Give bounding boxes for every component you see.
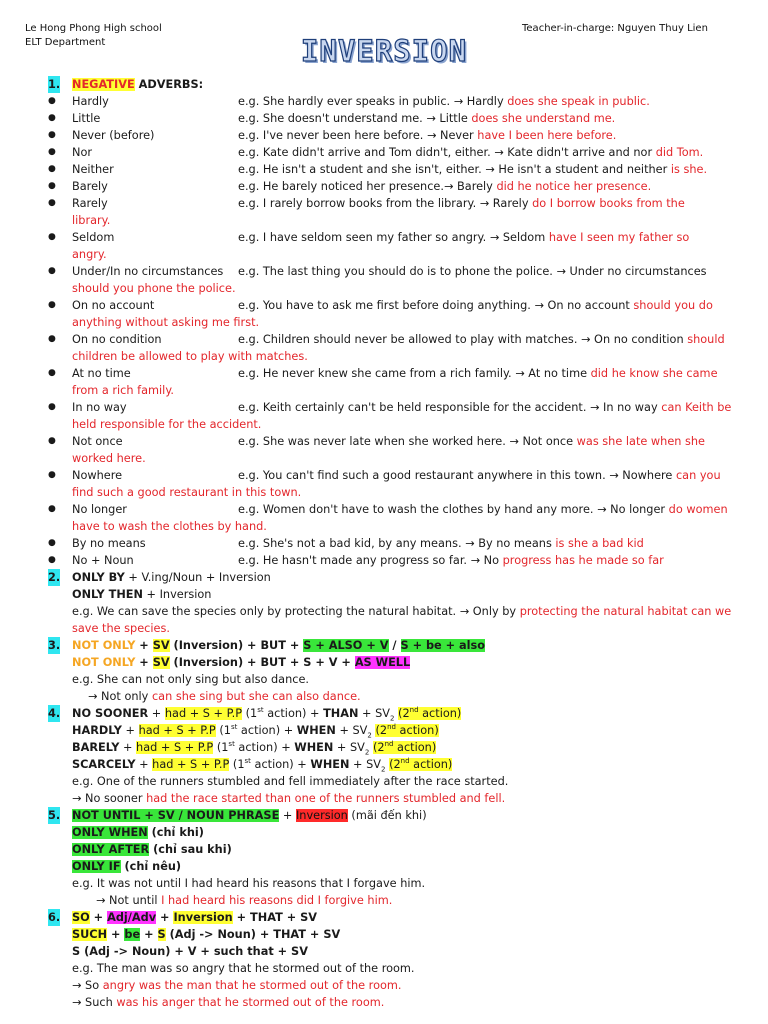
department-name: ELT Department	[25, 37, 106, 48]
example-text: → So	[72, 979, 103, 992]
section-5-example-answer	[0, 892, 768, 909]
section-number: 3.	[48, 639, 61, 652]
conjunction: WHEN	[296, 724, 336, 737]
list-item	[0, 331, 768, 348]
example-answer: should you phone the police.	[72, 282, 236, 295]
bullet-icon: ●	[48, 113, 56, 123]
example-answer: is she a bad kid	[555, 537, 644, 550]
as-well-highlight: AS WELL	[354, 656, 411, 669]
list-item-wrap	[0, 280, 768, 297]
example-text: e.g. You can't find such a good restaurant anywhere in this town. → Nowhere can you	[238, 469, 721, 482]
example-answer: can she sing but she can also dance.	[151, 690, 361, 703]
subscript: 2	[381, 765, 386, 774]
section-1-title: ADVERBS:	[134, 78, 204, 91]
example-answer: does she speak in public.	[507, 95, 650, 108]
list-item	[0, 297, 768, 314]
bullet-icon: ●	[48, 232, 56, 242]
list-item-wrap	[0, 484, 768, 501]
example-answer: angry.	[72, 248, 107, 261]
example-answer: did he know she came	[590, 367, 718, 380]
rule-text: (1	[215, 724, 231, 737]
adj-adv-highlight: Adj/Adv	[107, 911, 157, 924]
page-title: INVERSION	[300, 34, 468, 68]
section-2-example-wrap	[0, 620, 768, 637]
list-item	[0, 110, 768, 127]
section-4-rule-row: HARDLY + had + S + P.P (1st action) + WHEN + $SV_2$ (2nd action)	[72, 723, 439, 740]
teacher-name: Teacher-in-charge: Nguyen Thuy Lien	[522, 23, 708, 34]
rule-text: action) +	[237, 724, 297, 737]
example-text: e.g. It was not until I had heard his reasons that I forgave him.	[72, 877, 426, 890]
list-item	[0, 178, 768, 195]
example-text: e.g. I have seldom seen my father so angry. → Seldom have I seen my father so	[238, 231, 690, 244]
so-highlight: SO	[72, 911, 90, 924]
example-answer: find such a good restaurant in this town.	[72, 486, 302, 499]
such-highlight: SUCH	[72, 928, 108, 941]
rule-text: S (Adj -> Noun) + V + such that + SV	[72, 945, 308, 958]
section-3-heading: 3. NOT ONLY + SV (Inversion) + BUT + S + ALSO + V / S + be + also	[48, 639, 486, 652]
negative-adverbs-list	[0, 93, 768, 569]
plus: +	[279, 809, 296, 822]
example-text: e.g. She doesn't understand me. → Little does she understand me.	[238, 112, 616, 125]
example-answer: does she understand me.	[471, 112, 616, 125]
conjunction: WHEN	[294, 741, 334, 754]
adverb-term: Nor	[72, 146, 93, 159]
example-answer: protecting the natural habitat can we	[519, 605, 732, 618]
meaning-text: (chỉ khi)	[147, 826, 204, 839]
sv-highlight: SV	[152, 639, 170, 652]
example-answer: can you	[675, 469, 721, 482]
example-answer: had the race started than one of the runners stumbled and fell.	[146, 792, 506, 805]
example-answer: children be allowed to play with matches.	[72, 350, 308, 363]
ordinal: st	[228, 740, 235, 749]
only-by-label: ONLY BY	[72, 571, 125, 584]
only-when-line	[0, 824, 768, 841]
example-text: e.g. Children should never be allowed to play with matches. → On no condition should	[238, 333, 725, 346]
adverb-term: Never (before)	[72, 129, 155, 142]
list-item-wrap	[0, 314, 768, 331]
list-item	[0, 535, 768, 552]
section-6-line2: SUCH + be + S (Adj -> Noun) + THAT + SV	[72, 928, 341, 941]
section-5-heading	[0, 807, 768, 824]
ordinal: st	[257, 706, 264, 715]
adverb-label: HARDLY	[72, 724, 122, 737]
rule-text: (1	[229, 758, 245, 771]
list-item	[0, 195, 768, 212]
bullet-icon: ●	[48, 470, 56, 480]
example-text: e.g. Kate didn't arrive and Tom didn't, either. → Kate didn't arrive and nor did Tom.	[238, 146, 704, 159]
example-answer: from a rich family.	[72, 384, 174, 397]
example-text: e.g. She can not only sing but also dance.	[72, 673, 309, 686]
adverb-term: No + Noun	[72, 554, 134, 567]
adverb-term: In no way	[72, 401, 127, 414]
ordinal: st	[230, 723, 238, 732]
inversion-highlight: Inversion	[173, 911, 233, 924]
example-answer: angry was the man that he stormed out of the room.	[102, 979, 402, 992]
section-2-line2	[0, 586, 768, 603]
list-item	[0, 161, 768, 178]
section-4-rule-row: BARELY + had + S + P.P (1st action) + WHEN + $SV_2$ (2nd action)	[72, 740, 437, 757]
bullet-icon: ●	[48, 334, 56, 344]
section-number: 1.	[48, 78, 61, 91]
list-item-wrap	[0, 212, 768, 229]
document-body	[0, 76, 768, 1011]
rule-text: + SV	[349, 758, 381, 771]
list-item-wrap	[0, 348, 768, 365]
example-text: e.g. She was never late when she worked here. → Not once was she late when she	[238, 435, 706, 448]
example-text: e.g. The last thing you should do is to phone the police. → Under no circumstances	[238, 265, 707, 278]
list-item	[0, 399, 768, 416]
section-4-rules	[0, 705, 768, 773]
rule-text: + SV	[335, 724, 368, 737]
section-3-example-answer	[0, 688, 768, 705]
rule-text: action) +	[263, 707, 324, 720]
section-4-example	[0, 773, 768, 790]
list-item	[0, 501, 768, 518]
example-text: e.g. He barely noticed her presence.→ Barely did he notice her presence.	[238, 180, 652, 193]
only-after-highlight: ONLY AFTER	[72, 843, 150, 856]
rule-text: action) +	[250, 758, 311, 771]
example-answer: was she late when she	[576, 435, 706, 448]
ordinal: st	[244, 757, 251, 766]
only-after-line	[0, 841, 768, 858]
rule-text: + THAT + SV	[232, 911, 317, 924]
adverb-term: Barely	[72, 180, 108, 193]
adverb-label: SCARCELY	[72, 758, 136, 771]
section-2-heading	[0, 569, 768, 586]
example-answer: have I seen my father so	[548, 231, 690, 244]
section-2-example	[0, 603, 768, 620]
example-text: e.g. You have to ask me first before doing anything. → On no account should you do	[238, 299, 713, 312]
only-then-label: ONLY THEN	[72, 588, 143, 601]
example-text: e.g. I rarely borrow books from the library. → Rarely do I borrow books from the	[238, 197, 685, 210]
rule-text: (Inversion) + BUT + S + V +	[169, 656, 355, 669]
list-item	[0, 229, 768, 246]
example-answer: anything without asking me first.	[72, 316, 260, 329]
also-v-highlight: S + ALSO + V	[303, 639, 389, 652]
list-item-wrap	[0, 246, 768, 263]
adverb-term: Not once	[72, 435, 123, 448]
subscript: 2	[364, 748, 370, 757]
separator: /	[388, 639, 401, 652]
section-4-rule-row: SCARCELY + had + S + P.P (1st action) + WHEN + $SV_2$ (2nd action)	[72, 757, 453, 774]
second-action-highlight: (2nd action)	[375, 723, 439, 737]
had-spp-highlight: had + S + P.P	[152, 758, 230, 771]
section-1-heading	[0, 76, 768, 93]
adverb-term: Seldom	[72, 231, 115, 244]
example-text: → Not only	[88, 690, 152, 703]
adverb-term: On no account	[72, 299, 155, 312]
subscript: 2	[389, 714, 395, 723]
inversion-highlight: Inversion	[295, 809, 348, 822]
list-item	[0, 93, 768, 110]
adverb-term: Hardly	[72, 95, 109, 108]
example-answer: did Tom.	[655, 146, 704, 159]
example-text: e.g. The man was so angry that he stormed out of the room.	[72, 962, 415, 975]
example-text: e.g. We can save the species only by protecting the natural habitat. → Only by	[72, 605, 520, 618]
bullet-icon: ●	[48, 198, 56, 208]
bullet-icon: ●	[48, 368, 56, 378]
section-6-example	[0, 960, 768, 977]
be-highlight: be	[124, 928, 141, 941]
bullet-icon: ●	[48, 300, 56, 310]
example-answer: do women	[668, 503, 728, 516]
bullet-icon: ●	[48, 266, 56, 276]
bullet-icon: ●	[48, 147, 56, 157]
be-also-highlight: S + be + also	[400, 639, 486, 652]
list-item	[0, 552, 768, 569]
section-number: 5.	[48, 809, 61, 822]
section-4-rule-row: 4. NO SOONER + had + S + P.P (1st action) + THAN + $SV_2$ (2nd action)	[48, 706, 462, 723]
not-only-label: NOT ONLY	[72, 656, 136, 669]
adverb-term: Rarely	[72, 197, 108, 210]
section-number: 6.	[48, 911, 61, 924]
negative-highlight: NEGATIVE	[72, 78, 135, 91]
rule-text: action) +	[234, 741, 295, 754]
example-text: e.g. Women don't have to wash the clothes by hand any more. → No longer do women	[238, 503, 728, 516]
sv-highlight: SV	[152, 656, 170, 669]
only-when-highlight: ONLY WHEN	[72, 826, 148, 839]
section-5-example	[0, 875, 768, 892]
adverb-term: Nowhere	[72, 469, 123, 482]
example-answer: was his anger that he stormed out of the room.	[116, 996, 385, 1009]
list-item-wrap	[0, 416, 768, 433]
example-text: e.g. He never knew she came from a rich family. → At no time did he know she came	[238, 367, 718, 380]
list-item	[0, 433, 768, 450]
section-number: 2.	[48, 571, 61, 584]
list-item-wrap	[0, 518, 768, 535]
example-answer: should	[687, 333, 725, 346]
rule-text: + SV	[358, 707, 390, 720]
had-spp-highlight: had + S + P.P	[136, 741, 214, 754]
second-action-highlight: (2nd action)	[398, 706, 462, 720]
section-3-example	[0, 671, 768, 688]
adverb-term: At no time	[72, 367, 131, 380]
section-6-example-answer-2	[0, 994, 768, 1011]
list-item	[0, 365, 768, 382]
rule-text: (1	[242, 707, 258, 720]
list-item-wrap	[0, 450, 768, 467]
example-text: → No sooner	[72, 792, 147, 805]
bullet-icon: ●	[48, 181, 56, 191]
section-3-line2: NOT ONLY + SV (Inversion) + BUT + S + V + AS WELL	[72, 656, 411, 669]
not-until-highlight: NOT UNTIL + SV / NOUN PHRASE	[72, 809, 280, 822]
example-answer: progress has he made so far	[502, 554, 664, 567]
had-spp-highlight: had + S + P.P	[138, 724, 216, 737]
section-4-example-answer	[0, 790, 768, 807]
not-only-label: NOT ONLY	[72, 639, 136, 652]
only-if-line	[0, 858, 768, 875]
example-answer: should you do	[633, 299, 713, 312]
meaning-text: (chỉ sau khi)	[149, 843, 232, 856]
adverb-term: By no means	[72, 537, 146, 550]
example-text: e.g. He isn't a student and she isn't, either. → He isn't a student and neither is she.	[238, 163, 708, 176]
bullet-icon: ●	[48, 164, 56, 174]
adverb-term: Little	[72, 112, 101, 125]
bullet-icon: ●	[48, 555, 56, 565]
adverb-term: Neither	[72, 163, 114, 176]
example-answer: worked here.	[72, 452, 146, 465]
example-text: → Such	[72, 996, 117, 1009]
example-text: → Not until	[96, 894, 162, 907]
example-text: e.g. I've never been here before. → Never have I been here before.	[238, 129, 617, 142]
example-text: e.g. One of the runners stumbled and fell immediately after the race started.	[72, 775, 509, 788]
rule-text: (Inversion) + BUT +	[169, 639, 304, 652]
section-number: 4.	[48, 707, 61, 720]
example-answer: did he notice her presence.	[496, 180, 652, 193]
example-answer: can Keith be	[661, 401, 732, 414]
example-answer: is she.	[670, 163, 708, 176]
subscript: 2	[367, 731, 372, 740]
only-then-rule: + Inversion	[142, 588, 212, 601]
adverb-term: No longer	[72, 503, 127, 516]
conjunction: THAN	[323, 707, 359, 720]
meaning-text: (mãi đến khi)	[347, 809, 427, 822]
example-text: e.g. She hardly ever speaks in public. → Hardly does she speak in public.	[238, 95, 650, 108]
section-6-line3	[0, 943, 768, 960]
s-highlight: S	[157, 928, 166, 941]
bullet-icon: ●	[48, 436, 56, 446]
bullet-icon: ●	[48, 130, 56, 140]
list-item	[0, 144, 768, 161]
list-item	[0, 127, 768, 144]
bullet-icon: ●	[48, 96, 56, 106]
adverb-label: NO SOONER	[72, 707, 149, 720]
school-name: Le Hong Phong High school	[25, 23, 162, 34]
list-item-wrap	[0, 382, 768, 399]
example-answer: have I been here before.	[477, 129, 617, 142]
only-if-highlight: ONLY IF	[72, 860, 121, 873]
list-item	[0, 467, 768, 484]
example-answer: I had heard his reasons did I forgive him.	[161, 894, 393, 907]
second-action-highlight: (2nd action)	[389, 757, 453, 771]
second-action-highlight: (2nd action)	[372, 740, 437, 754]
rule-text: + SV	[333, 741, 365, 754]
example-answer: do I borrow books from the	[532, 197, 685, 210]
bullet-icon: ●	[48, 504, 56, 514]
only-by-rule: + V.ing/Noun + Inversion	[124, 571, 271, 584]
example-answer: have to wash the clothes by hand.	[72, 520, 267, 533]
had-spp-highlight: had + S + P.P	[164, 707, 243, 720]
bullet-icon: ●	[48, 402, 56, 412]
meaning-text: (chỉ nêu)	[120, 860, 182, 873]
rule-text: (Adj -> Noun) + THAT + SV	[165, 928, 341, 941]
section-6-heading: 6. SO + Adj/Adv + Inversion + THAT + SV	[48, 911, 317, 924]
list-item	[0, 263, 768, 280]
example-answer: held responsible for the accident.	[72, 418, 262, 431]
example-answer: save the species.	[72, 622, 170, 635]
rule-text: (1	[213, 741, 229, 754]
bullet-icon: ●	[48, 538, 56, 548]
adverb-term: Under/In no circumstances	[72, 265, 224, 278]
section-6-example-answer-1	[0, 977, 768, 994]
example-text: e.g. She's not a bad kid, by any means. → By no means is she a bad kid	[238, 537, 644, 550]
example-answer: library.	[72, 214, 111, 227]
adverb-term: On no condition	[72, 333, 162, 346]
example-text: e.g. Keith certainly can't be held responsible for the accident. → In no way can Keith be	[238, 401, 732, 414]
adverb-label: BARELY	[72, 741, 120, 754]
example-text: e.g. He hasn't made any progress so far. → No progress has he made so far	[238, 554, 664, 567]
conjunction: WHEN	[310, 758, 350, 771]
